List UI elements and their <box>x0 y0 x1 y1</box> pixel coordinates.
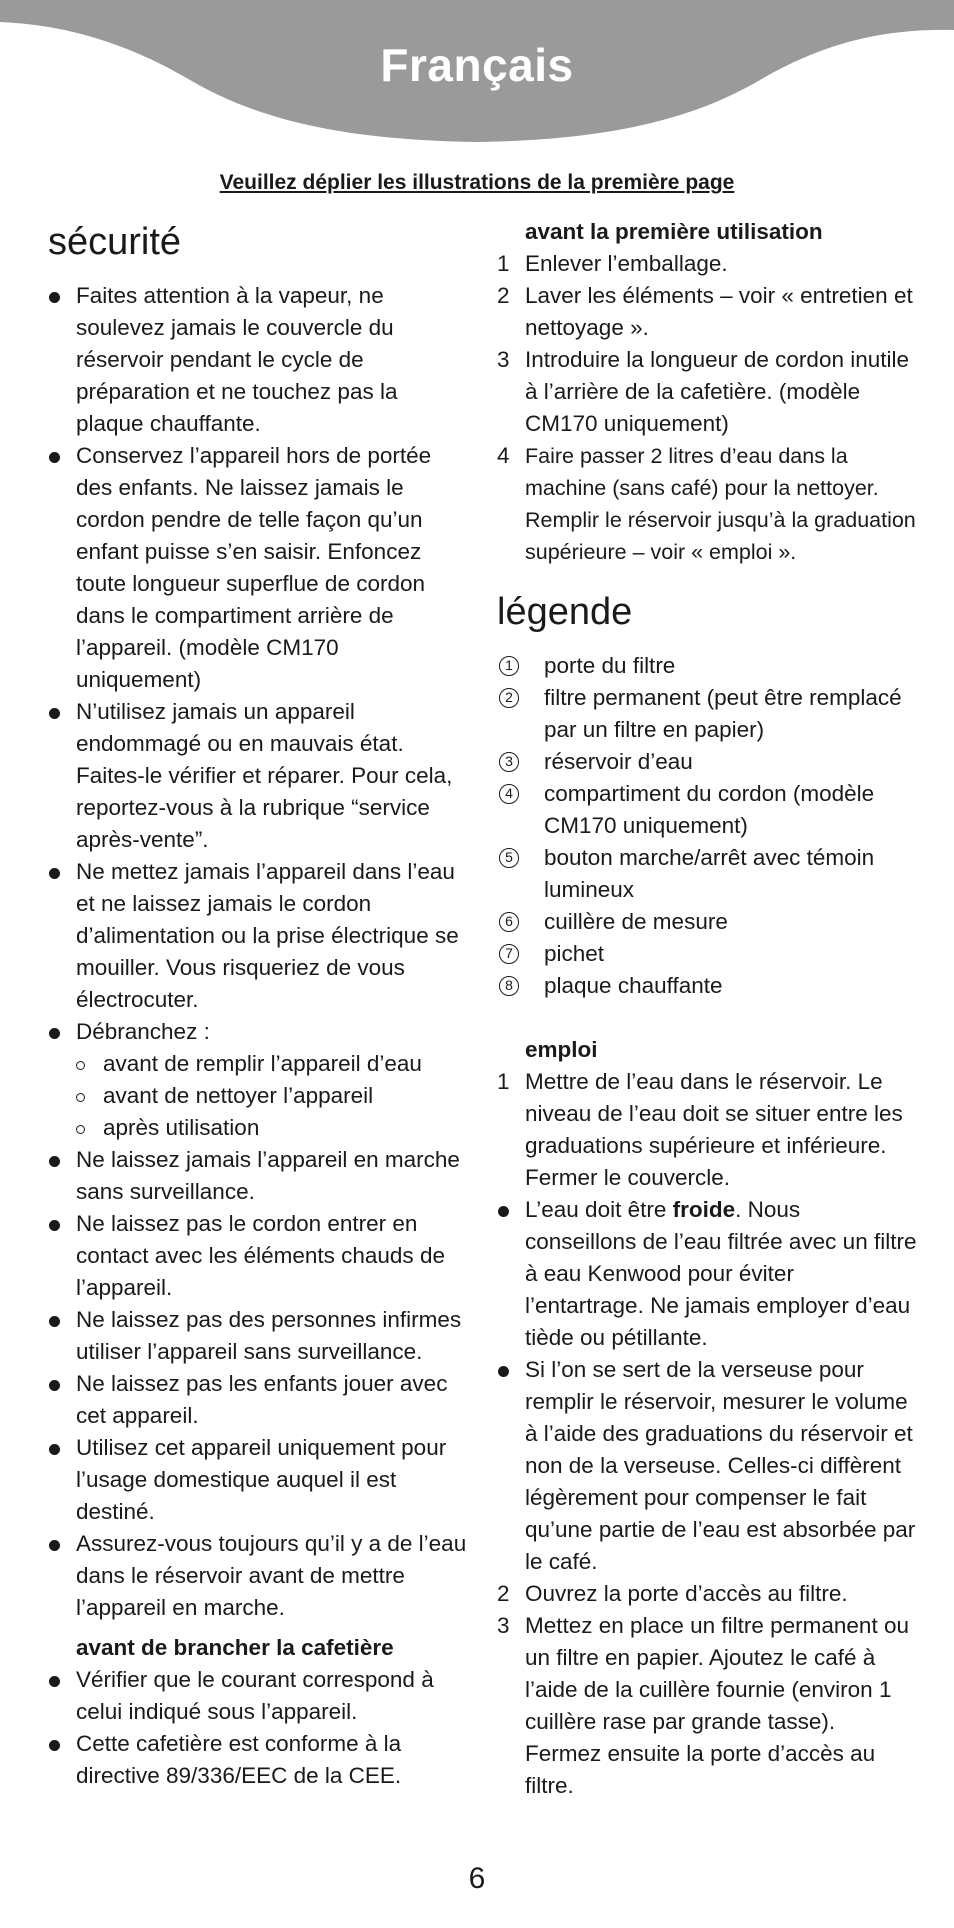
note-emphasis: froide <box>672 1197 736 1222</box>
step-text: Laver les éléments – voir « entretien et nettoyage ». <box>525 283 913 340</box>
legend-item <box>497 906 917 938</box>
legend-text: cuillère de mesure <box>544 909 728 934</box>
step-number: 1 <box>497 251 510 276</box>
first-use-step <box>497 344 917 440</box>
legend-list <box>497 650 917 1002</box>
safety-heading: sécurité <box>48 221 182 263</box>
legend-item <box>497 970 917 1002</box>
legend-number-circle: 4 <box>499 784 519 804</box>
note-text: L’eau doit être <box>525 1197 673 1222</box>
unplug-sub-item: avant de nettoyer l’appareil <box>48 1080 468 1112</box>
legend-number-circle: 1 <box>499 656 519 676</box>
fold-out-instruction: Veuillez déplier les illustrations de la première page <box>219 171 735 194</box>
legend-item <box>497 746 917 778</box>
safety-item: Ne laissez jamais l’appareil en marche sans surveillance. <box>48 1144 468 1208</box>
legend-number-circle: 7 <box>499 944 519 964</box>
use-steps <box>497 1066 917 1194</box>
right-column <box>497 220 917 1802</box>
step-text: Enlever l’emballage. <box>525 251 728 276</box>
safety-item: Ne mettez jamais l’appareil dans l’eau et ne laissez jamais le cordon d’alimentation ou la prise électrique se mouiller. Vous risqueriez de vous électrocuter. <box>48 856 468 1016</box>
step-text: Introduire la longueur de cordon inutile à l’arrière de la cafetière. (modèle CM170 uniquement) <box>525 347 910 436</box>
note-text: . Nous conseillons de l’eau filtrée avec un filtre à eau Kenwood pour éviter l’entartrage. Ne jamais employer d’eau tiède ou pétillante. <box>525 1197 917 1350</box>
page-number: 6 <box>468 1862 486 1895</box>
use-step <box>497 1610 917 1802</box>
legend-number-circle: 2 <box>499 688 519 708</box>
legend-text: pichet <box>544 941 605 966</box>
safety-item: Ne laissez pas le cordon entrer en contact avec les éléments chauds de l’appareil. <box>48 1208 468 1304</box>
cold-water-note <box>497 1194 917 1354</box>
legend-heading: légende <box>497 591 633 633</box>
unplug-sub-item: avant de remplir l’appareil d’eau <box>48 1048 468 1080</box>
use-steps-continued <box>497 1578 917 1802</box>
use-step <box>497 1066 917 1194</box>
before-plugging-item: Vérifier que le courant correspond à celui indiqué sous l’appareil. <box>48 1664 468 1728</box>
safety-item-unplug: Débranchez : <box>48 1016 468 1048</box>
safety-list <box>48 280 468 1624</box>
before-plugging-heading: avant de brancher la cafetière <box>76 1635 394 1660</box>
safety-item: N’utilisez jamais un appareil endommagé ou en mauvais état. Faites-le vérifier et réparer. Pour cela, reportez-vous à la rubrique “service après-vente”. <box>48 696 468 856</box>
step-number: 2 <box>497 1581 510 1606</box>
first-use-steps <box>497 248 917 568</box>
header-band <box>0 0 954 160</box>
before-plugging-list <box>48 1664 468 1792</box>
legend-text: réservoir d’eau <box>544 749 693 774</box>
step-number: 4 <box>497 443 510 468</box>
page-language-title: Français <box>380 39 574 91</box>
before-plugging-item: Cette cafetière est conforme à la directive 89/336/EEC de la CEE. <box>48 1728 468 1792</box>
legend-number-circle: 5 <box>499 848 519 868</box>
step-number: 3 <box>497 1613 510 1638</box>
safety-item: Faites attention à la vapeur, ne soulevez jamais le couvercle du réservoir pendant le cycle de préparation et ne touchez pas la plaque chauffante. <box>48 280 468 440</box>
legend-item <box>497 682 917 746</box>
safety-item: Ne laissez pas des personnes infirmes utiliser l’appareil sans surveillance. <box>48 1304 468 1368</box>
legend-item <box>497 842 917 906</box>
jug-note: Si l’on se sert de la verseuse pour remplir le réservoir, mesurer le volume à l’aide des graduations du réservoir et non de la verseuse. Celles-ci diffèrent légèrement pour compenser le fait qu’une partie de l’eau est absorbée par le café. <box>497 1354 917 1578</box>
safety-item: Conservez l’appareil hors de portée des enfants. Ne laissez jamais le cordon pendre de telle façon qu’un enfant puisse s’en saisir. Enfoncez toute longueur superflue de cordon dans le compartiment arrière de l’appareil. (modèle CM170 uniquement) <box>48 440 468 696</box>
legend-number-circle: 6 <box>499 912 519 932</box>
step-text: Faire passer 2 litres d’eau dans la machine (sans café) pour la nettoyer. Remplir le réservoir jusqu’à la graduation supérieure – voir « emploi ». <box>525 444 916 564</box>
step-text: Mettez en place un filtre permanent ou un filtre en papier. Ajoutez le café à l’aide de la cuillère fournie (environ 1 cuillère rase par grande tasse). Fermez ensuite la porte d’accès au filtre. <box>525 1613 909 1798</box>
legend-item <box>497 778 917 842</box>
legend-item <box>497 650 917 682</box>
first-use-step <box>497 248 917 280</box>
safety-item: Assurez-vous toujours qu’il y a de l’eau dans le réservoir avant de mettre l’appareil en marche. <box>48 1528 468 1624</box>
legend-text: filtre permanent (peut être remplacé par un filtre en papier) <box>544 685 902 742</box>
step-number: 3 <box>497 347 510 372</box>
legend-text: bouton marche/arrêt avec témoin lumineux <box>544 845 875 902</box>
legend-text: compartiment du cordon (modèle CM170 uniquement) <box>544 781 875 838</box>
safety-item: Ne laissez pas les enfants jouer avec cet appareil. <box>48 1368 468 1432</box>
legend-number-circle: 8 <box>499 976 519 996</box>
use-heading: emploi <box>525 1037 598 1062</box>
left-column <box>48 220 468 1792</box>
step-number: 1 <box>497 1069 510 1094</box>
use-notes <box>497 1194 917 1578</box>
safety-item: Utilisez cet appareil uniquement pour l’usage domestique auquel il est destiné. <box>48 1432 468 1528</box>
use-step <box>497 1578 917 1610</box>
first-use-step <box>497 280 917 344</box>
legend-item <box>497 938 917 970</box>
legend-text: plaque chauffante <box>544 973 723 998</box>
first-use-step <box>497 440 917 568</box>
first-use-heading: avant la première utilisation <box>525 219 823 244</box>
legend-number-circle: 3 <box>499 752 519 772</box>
legend-text: porte du filtre <box>544 653 676 678</box>
step-number: 2 <box>497 283 510 308</box>
step-text: Ouvrez la porte d’accès au filtre. <box>525 1581 848 1606</box>
step-text: Mettre de l’eau dans le réservoir. Le niveau de l’eau doit se situer entre les graduations supérieure et inférieure. Fermer le couvercle. <box>525 1069 903 1190</box>
unplug-sub-item: après utilisation <box>48 1112 468 1144</box>
